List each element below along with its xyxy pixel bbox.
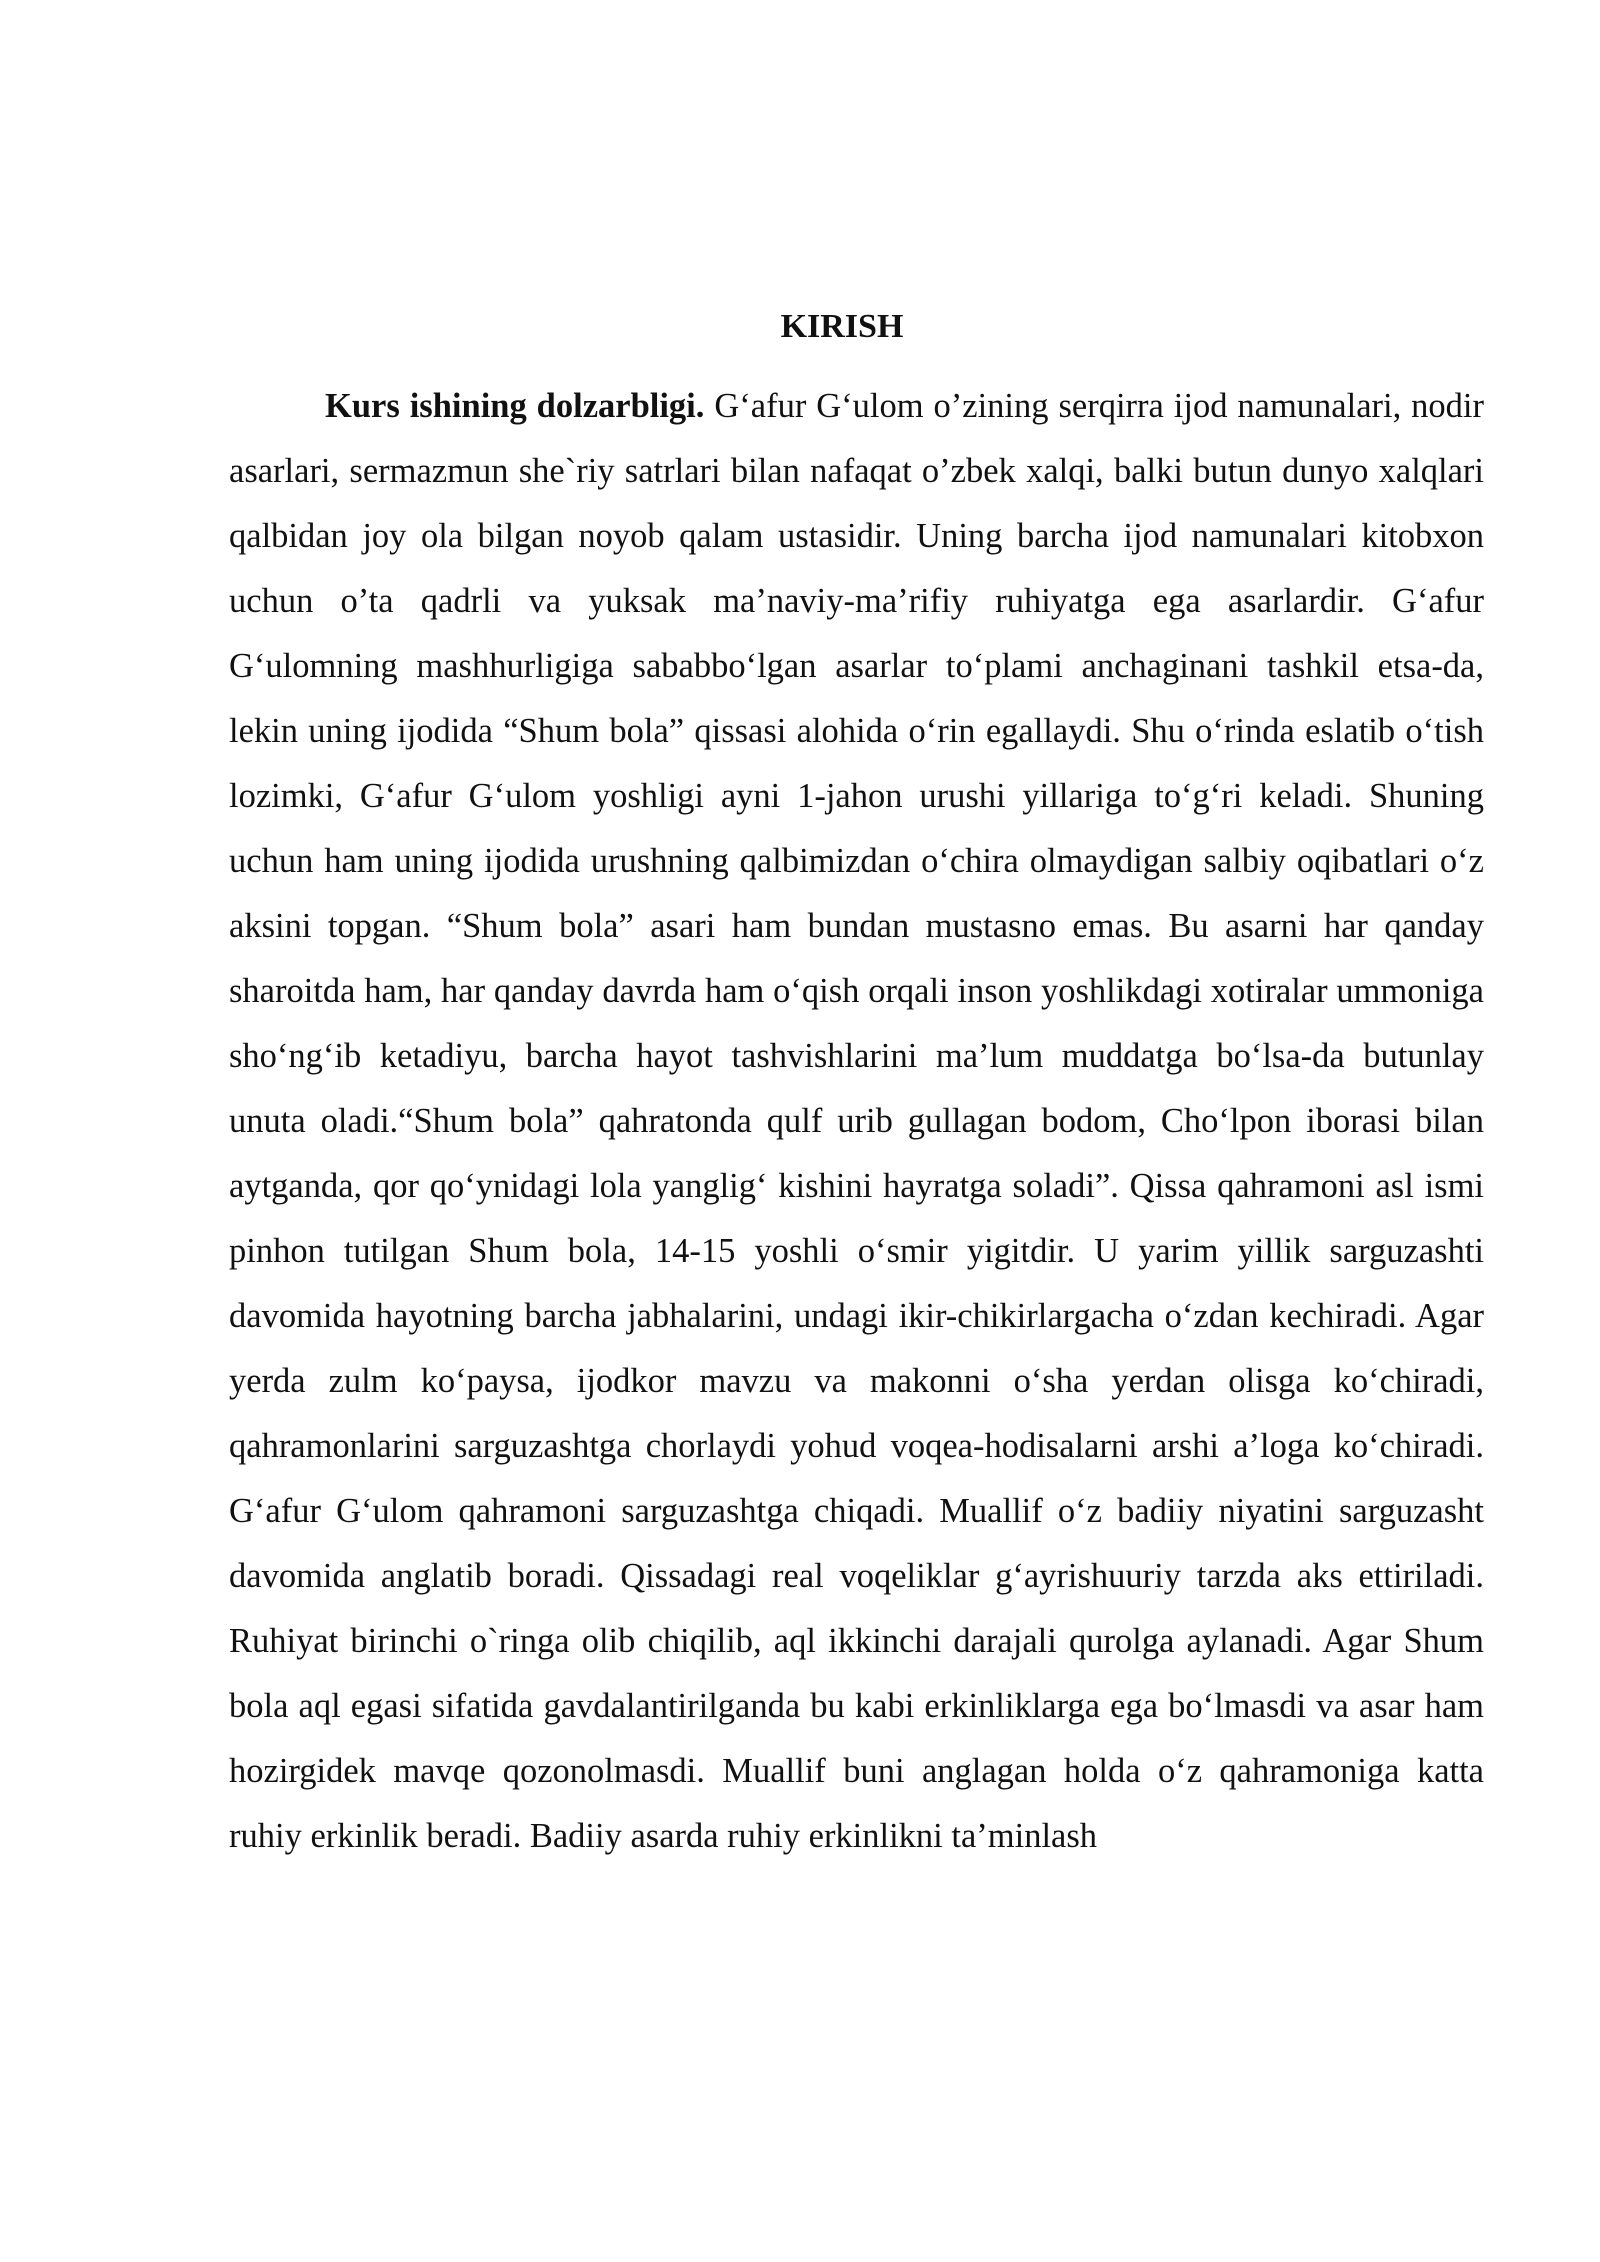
- section-lead: Kurs ishining dolzarbligi.: [325, 387, 705, 425]
- paragraph-text: G‘afur G‘ulom o’zining serqirra ijod namunalari, nodir asarlari, sermazmun she`riy satrlari bilan nafaqat o’zbek xalqi, balki butun dunyo xalqlari qalbidan joy ola bilgan noyob qalam ustasidir. Uning barcha ijod namunalari kitobxon uchun o’ta qadrli va yuksak ma’naviy-ma’rifiy ruhiyatga ega asarlardir. G‘afur G‘ulomning mashhurligiga sababbo‘lgan asarlar to‘plami anchaginani tashkil etsa-da, lekin uning ijodida “Shum bola” qissasi alohida o‘rin egallaydi. Shu o‘rinda eslatib o‘tish lozimki, G‘afur G‘ulom yoshligi ayni 1-jahon urushi yillariga to‘g‘ri keladi. Shuning uchun ham uning ijodida urushning qalbimizdan o‘chira olmaydigan salbiy oqibatlari o‘z aksini topgan. “Shum bola” asari ham bundan mustasno emas. Bu asarni har qanday sharoitda ham, har qanday davrda ham o‘qish orqali inson yoshlikdagi xotiralar ummoniga sho‘ng‘ib ketadiyu, barcha hayot tashvishlarini ma’lum muddatga bo‘lsa-da butunlay unuta oladi.“Shum bola” qahratonda qulf urib gullagan bodom, Cho‘lpon iborasi bilan aytganda, qor qo‘ynidagi lola yanglig‘ kishini hayratga soladi”. Qissa qahramoni asl ismi pinhon tutilgan Shum bola, 14-15 yoshli o‘smir yigitdir. U yarim yillik sarguzashti davomida hayotning barcha jabhalarini, undagi ikir-chikirlargacha o‘zdan kechiradi. Agar yerda zulm ko‘paysa, ijodkor mavzu va makonni o‘sha yerdan olisga ko‘chiradi, qahramonlarini sarguzashtga chorlaydi yohud voqea-hodisalarni arshi a’loga ko‘chiradi. G‘afur G‘ulom qahramoni sarguzashtga chiqadi. Muallif o‘z badiiy niyatini sarguzasht davomida anglatib boradi. Qissadagi real voqeliklar g‘ayrishuuriy tarzda aks ettiriladi. Ruhiyat birinchi o`ringa olib chiqilib, aql ikkinchi darajali qurolga aylanadi. Agar Shum bola aql egasi sifatida gavdalantirilganda bu kabi erkinliklarga ega bo‘lmasdi va asar ham hozirgidek mavqe qozonolmasdi. Muallif buni anglagan holda o‘z qahramoniga katta ruhiy erkinlik beradi. Badiiy asarda ruhiy erkinlikni ta’minlash: [229, 387, 1484, 1855]
- page-title: KIRISH: [780, 308, 904, 345]
- body-paragraph: [229, 374, 1484, 1869]
